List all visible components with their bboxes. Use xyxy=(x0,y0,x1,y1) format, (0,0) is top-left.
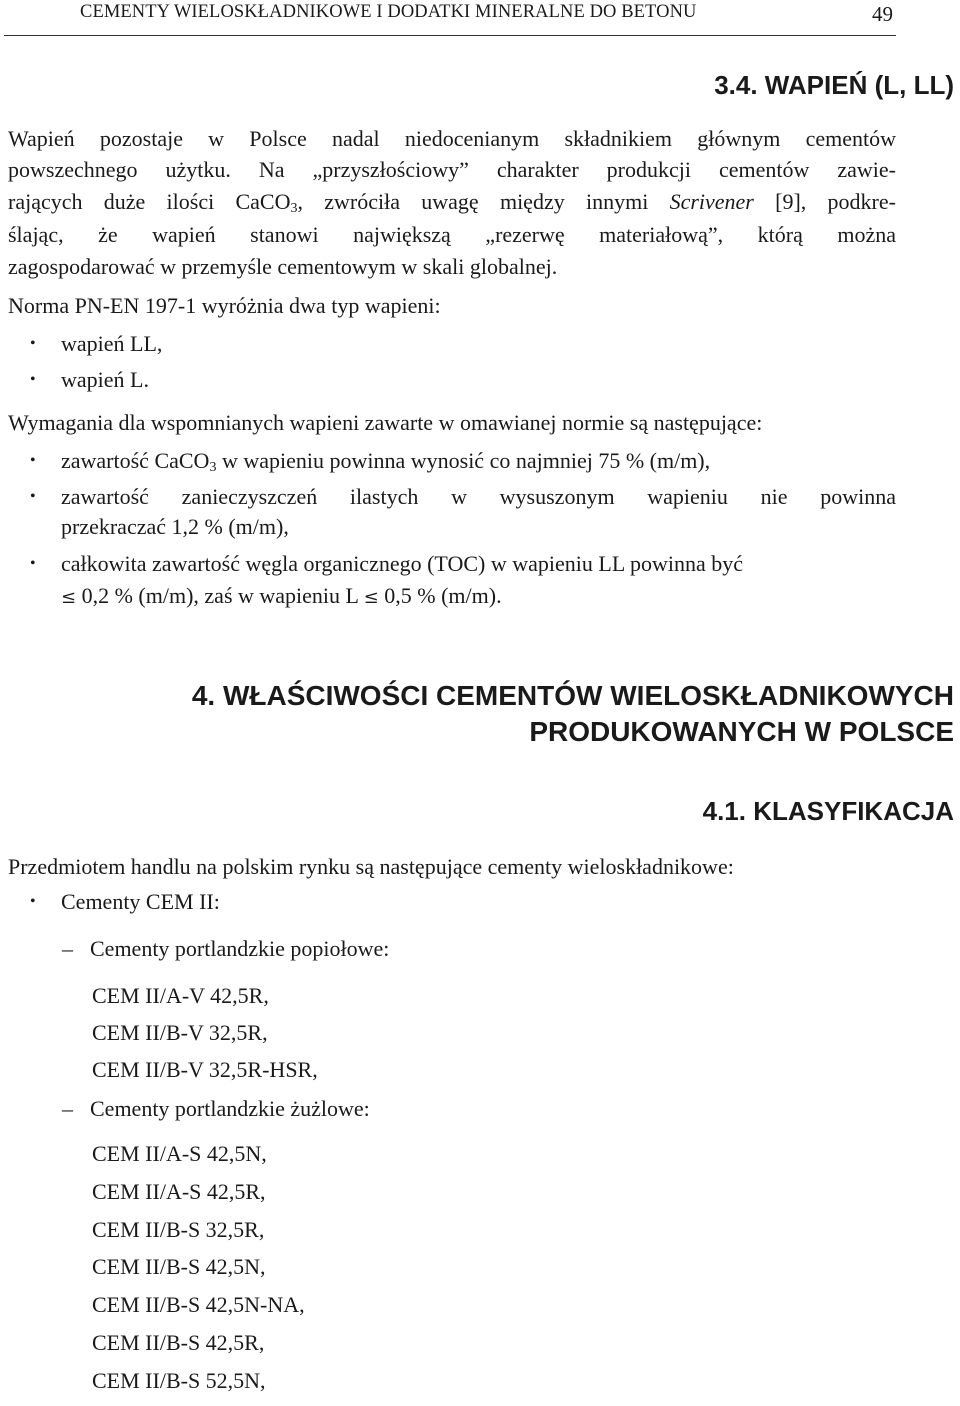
bullet-icon: • xyxy=(30,555,36,572)
list-item-label: zawartość zanieczyszczeń ilastych w wysuszonym wapieniu nie powinna xyxy=(61,484,896,509)
list-item: CEM II/B-V 32,5R-HSR, xyxy=(92,1057,318,1082)
dash-icon: – xyxy=(62,936,73,961)
author-name: Scrivener xyxy=(669,189,754,214)
heading-line: PRODUKOWANYCH W POLSCE xyxy=(529,716,954,747)
paragraph-norm: Norma PN-EN 197-1 wyróżnia dwa typ wapieni: xyxy=(8,293,441,318)
list-item: CEM II/B-S 42,5R, xyxy=(92,1329,265,1355)
list-item: CEM II/B-S 42,5N-NA, xyxy=(92,1292,305,1318)
list-item: CEM II/B-S 42,5N, xyxy=(92,1254,266,1280)
text-line: Wapień pozostaje w Polsce nadal niedocenianym składnikiem głównym cementów xyxy=(8,126,896,151)
text-span: [9], podkre- xyxy=(753,189,896,214)
text-line: zagospodarować w przemyśle cementowym w skali globalnej. xyxy=(8,254,558,279)
subgroup-label: Cementy portlandzkie żużlowe: xyxy=(90,1096,370,1121)
list-item-label xyxy=(61,583,502,609)
header-rule xyxy=(4,35,896,36)
running-header: CEMENTY WIELOSKŁADNIKOWE I DODATKI MINERALNE DO BETONU xyxy=(80,2,697,22)
list-item-label: całkowita zawartość węgla organicznego (TOC) w wapieniu LL powinna być xyxy=(61,551,743,576)
text-line: ślając, że wapień stanowi największą „rezerwę materiałową”, którą można xyxy=(8,222,896,247)
page-number: 49 xyxy=(872,2,893,26)
subscript: 3 xyxy=(209,460,217,475)
bullet-icon: • xyxy=(30,488,36,505)
subgroup-label: Cementy portlandzkie popiołowe: xyxy=(90,936,390,961)
text-line: powszechnego użytku. Na „przyszłościowy” charakter produkcji cementów zawie- xyxy=(8,157,896,182)
list-item-label: wapień L. xyxy=(61,367,149,392)
text-span: , zwróciła uwagę między innymi xyxy=(297,189,670,214)
dash-icon: – xyxy=(62,1096,73,1121)
list-item: CEM II/A-V 42,5R, xyxy=(92,983,269,1008)
subscript: 3 xyxy=(290,201,298,216)
chapter-heading-4 xyxy=(192,678,954,750)
text-span: w wapieniu powinna wynosić co najmniej 75 % (m/m), xyxy=(216,448,711,473)
list-item: CEM II/B-V 32,5R, xyxy=(92,1020,268,1045)
text-span: rających duże ilości CaCO xyxy=(8,189,291,214)
paragraph-classification-intro: Przedmiotem handlu na polskim rynku są następujące cementy wieloskładnikowe: xyxy=(8,854,734,879)
list-item xyxy=(30,551,896,617)
cement-group-label: Cementy CEM II: xyxy=(61,889,220,914)
list-item: CEM II/B-S 32,5R, xyxy=(92,1216,265,1242)
text-span: 0,5 % (m/m). xyxy=(378,583,502,608)
fly-ash-cement-list xyxy=(92,983,318,1094)
list-item-label xyxy=(61,448,710,474)
less-equal-symbol: ≤ xyxy=(363,587,379,608)
less-equal-symbol: ≤ xyxy=(61,587,77,608)
list-item: CEM II/A-S 42,5N, xyxy=(92,1141,267,1166)
bullet-icon: • xyxy=(30,371,36,388)
list-item-label: wapień LL, xyxy=(61,331,163,356)
bullet-icon: • xyxy=(30,452,36,469)
requirements-list xyxy=(30,448,896,617)
paragraph-requirements: Wymagania dla wspomnianych wapieni zawarte w omawianej normie są następujące: xyxy=(8,410,763,435)
text-line xyxy=(8,189,896,222)
text-span: zawartość CaCO xyxy=(61,448,210,473)
bullet-icon: • xyxy=(30,893,36,910)
text-span: 0,2 % (m/m), zaś w wapieniu L xyxy=(76,583,364,608)
slag-cement-list xyxy=(92,1141,305,1406)
heading-line: 4. WŁAŚCIWOŚCI CEMENTÓW WIELOSKŁADNIKOWYCH xyxy=(191,680,954,711)
paragraph-limestone-intro xyxy=(8,126,896,286)
list-item: CEM II/A-S 42,5R, xyxy=(92,1178,266,1204)
list-item xyxy=(30,484,896,551)
list-item xyxy=(30,448,896,484)
list-item: CEM II/B-S 52,5N, xyxy=(92,1367,266,1393)
bullet-icon: • xyxy=(30,335,36,352)
section-heading-4-1: 4.1. KLASYFIKACJA xyxy=(702,796,954,826)
list-item-label: przekraczać 1,2 % (m/m), xyxy=(61,514,289,539)
section-heading-3-4: 3.4. WAPIEŃ (L, LL) xyxy=(714,70,954,100)
